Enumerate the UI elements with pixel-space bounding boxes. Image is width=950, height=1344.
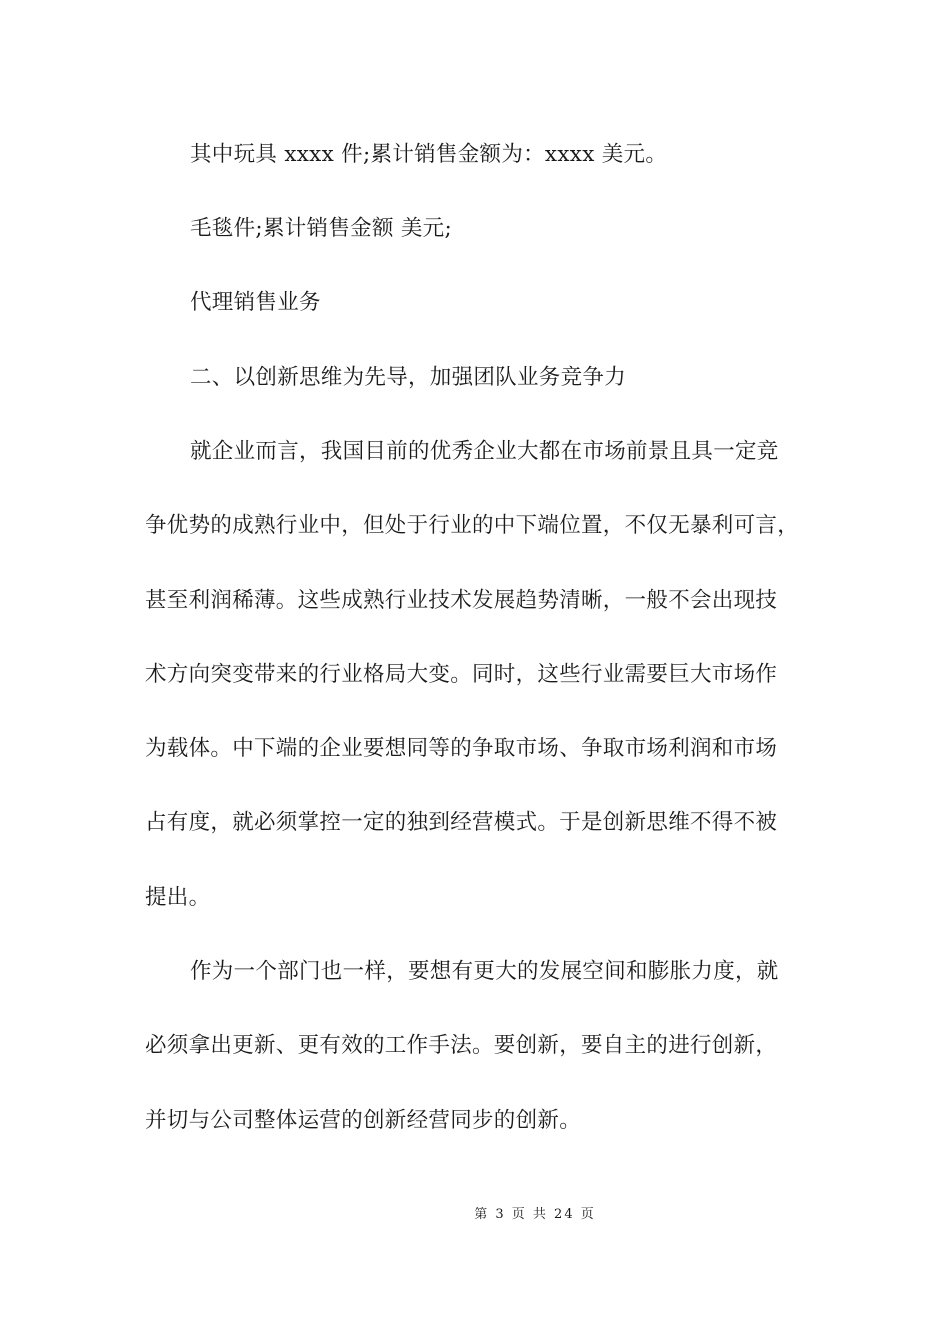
section-heading: 二、以创新思维为先导，加强团队业务竞争力 xyxy=(190,365,627,390)
paragraph-line: 毛毯件;累计销售金额 美元; xyxy=(190,216,453,241)
paragraph-line: 其中玩具 xxxx 件;累计销售金额为：xxxx 美元。 xyxy=(190,142,668,167)
paragraph-line: 提出。 xyxy=(145,885,211,910)
paragraph-line: 作为一个部门也一样，要想有更大的发展空间和膨胀力度，就 xyxy=(190,959,779,984)
paragraph-line: 并切与公司整体运营的创新经营同步的创新。 xyxy=(145,1108,582,1133)
paragraph-line: 占有度，就必须掌控一定的独到经营模式。于是创新思维不得不被 xyxy=(145,810,778,835)
paragraph-line: 甚至利润稀薄。这些成熟行业技术发展趋势清晰，一般不会出现技 xyxy=(145,588,778,613)
paragraph-line: 代理销售业务 xyxy=(190,290,321,315)
paragraph-line: 就企业而言，我国目前的优秀企业大都在市场前景且具一定竞 xyxy=(190,439,779,464)
paragraph-line: 术方向突变带来的行业格局大变。同时，这些行业需要巨大市场作 xyxy=(145,662,778,687)
paragraph-line: 争优势的成熟行业中，但处于行业的中下端位置，不仅无暴利可言， xyxy=(145,513,800,538)
page-number-footer: 第 3 页 共 24 页 xyxy=(474,1207,596,1222)
paragraph-line: 必须拿出更新、更有效的工作手法。要创新，要自主的进行创新， xyxy=(145,1033,778,1058)
paragraph-line: 为载体。中下端的企业要想同等的争取市场、争取市场利润和市场 xyxy=(145,736,778,761)
